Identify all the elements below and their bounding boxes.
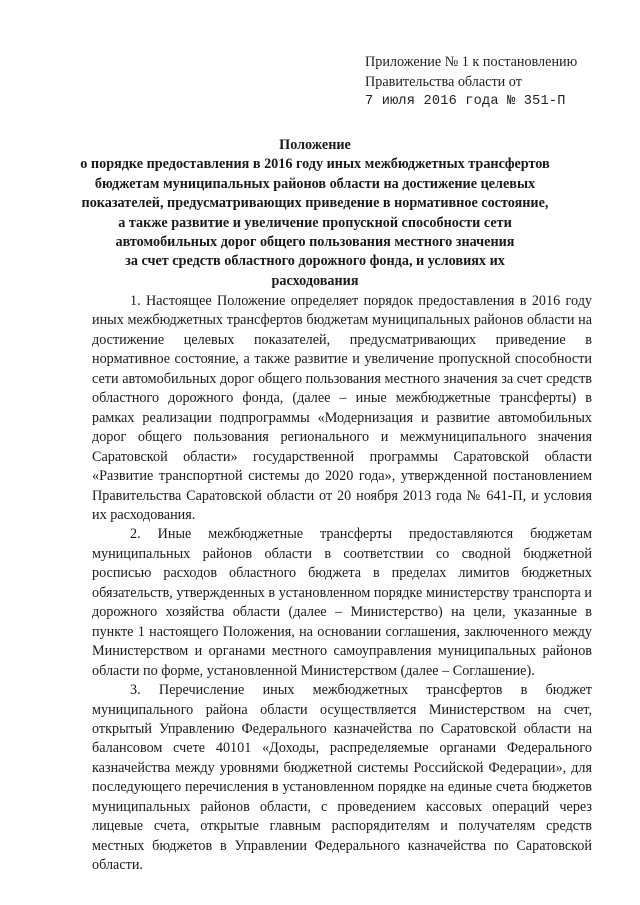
appendix-line-2: Правительства области от [365,73,522,90]
appendix-line-1: Приложение № 1 к постановлению [365,54,578,70]
title-line: расходования [271,272,359,289]
title-line: за счет средств областного дорожного фонда, и условиях их [125,253,505,270]
appendix-date-line: 7 июля 2016 года № 351-П [365,94,566,109]
paragraph-3: 3. Перечисление иных межбюджетных трансфертов в бюджет муниципального района области осуществляется Министерством на счет, открытый Управлению Федерального казначейства по Саратовской области на балансовом счете 40101 «Доходы, распределяемые органами Федерального казначейства между уровнями бюджетной системы Российской Федерации», для последующего перечисления в установленном порядке на единые счета бюджетов муниципальных районов области, с проведением кассовых операций через лицевые счета, открытые главным распорядителям и получателям средств местных бюджетов в Управлении Федерального казначейства по Саратовской области. [92,682,592,874]
document-title [50,136,580,291]
title-line: о порядке предоставления в 2016 году иных межбюджетных трансфертов [80,156,550,173]
paragraph-2: 2. Иные межбюджетные трансферты предоставляются бюджетам муниципальных районов области в соответствии со сводной бюджетной росписью расходов областного бюджета в пределах лимитов бюджетных обязательств, утвержденных в установленном порядке министерству транспорта и дорожного хозяйства области (далее – Министерство) на цели, указанные в пункте 1 настоящего Положения, на основании соглашения, заключенного между Министерством и органами местного самоуправления муниципальных районов области по форме, установленной Министерством (далее – Соглашение). [92,526,592,679]
title-line: показателей, предусматривающих приведение в нормативное состояние, [81,195,549,212]
title-line: а также развитие и увеличение пропускной способности сети [118,214,512,231]
paragraph-1: 1. Настоящее Положение определяет порядок предоставления в 2016 году иных межбюджетных трансфертов бюджетам муниципальных районов области на достижение целевых показателей, предусматривающих приведение в нормативное состояние, а также развитие и увеличение пропускной способности сети автомобильных дорог общего пользования местного значения за счет средств областного дорожного фонда, (далее – иные межбюджетные трансферты) в рамках реализации подпрограммы «Модернизация и развитие автомобильных дорог общего пользования регионального и межмуниципального значения Саратовской области» государственной программы Саратовской области «Развитие транспортной системы до 2020 года», утвержденной постановлением Правительства Саратовской области от 20 ноября 2013 года № 641-П, и условия их расходования. [92,293,592,523]
title-line: Положение [279,137,351,153]
title-line: автомобильных дорог общего пользования местного значения [115,234,515,251]
appendix-header [365,53,630,112]
document-body [92,292,592,876]
title-line: бюджетам муниципальных районов области на достижение целевых [94,175,536,192]
